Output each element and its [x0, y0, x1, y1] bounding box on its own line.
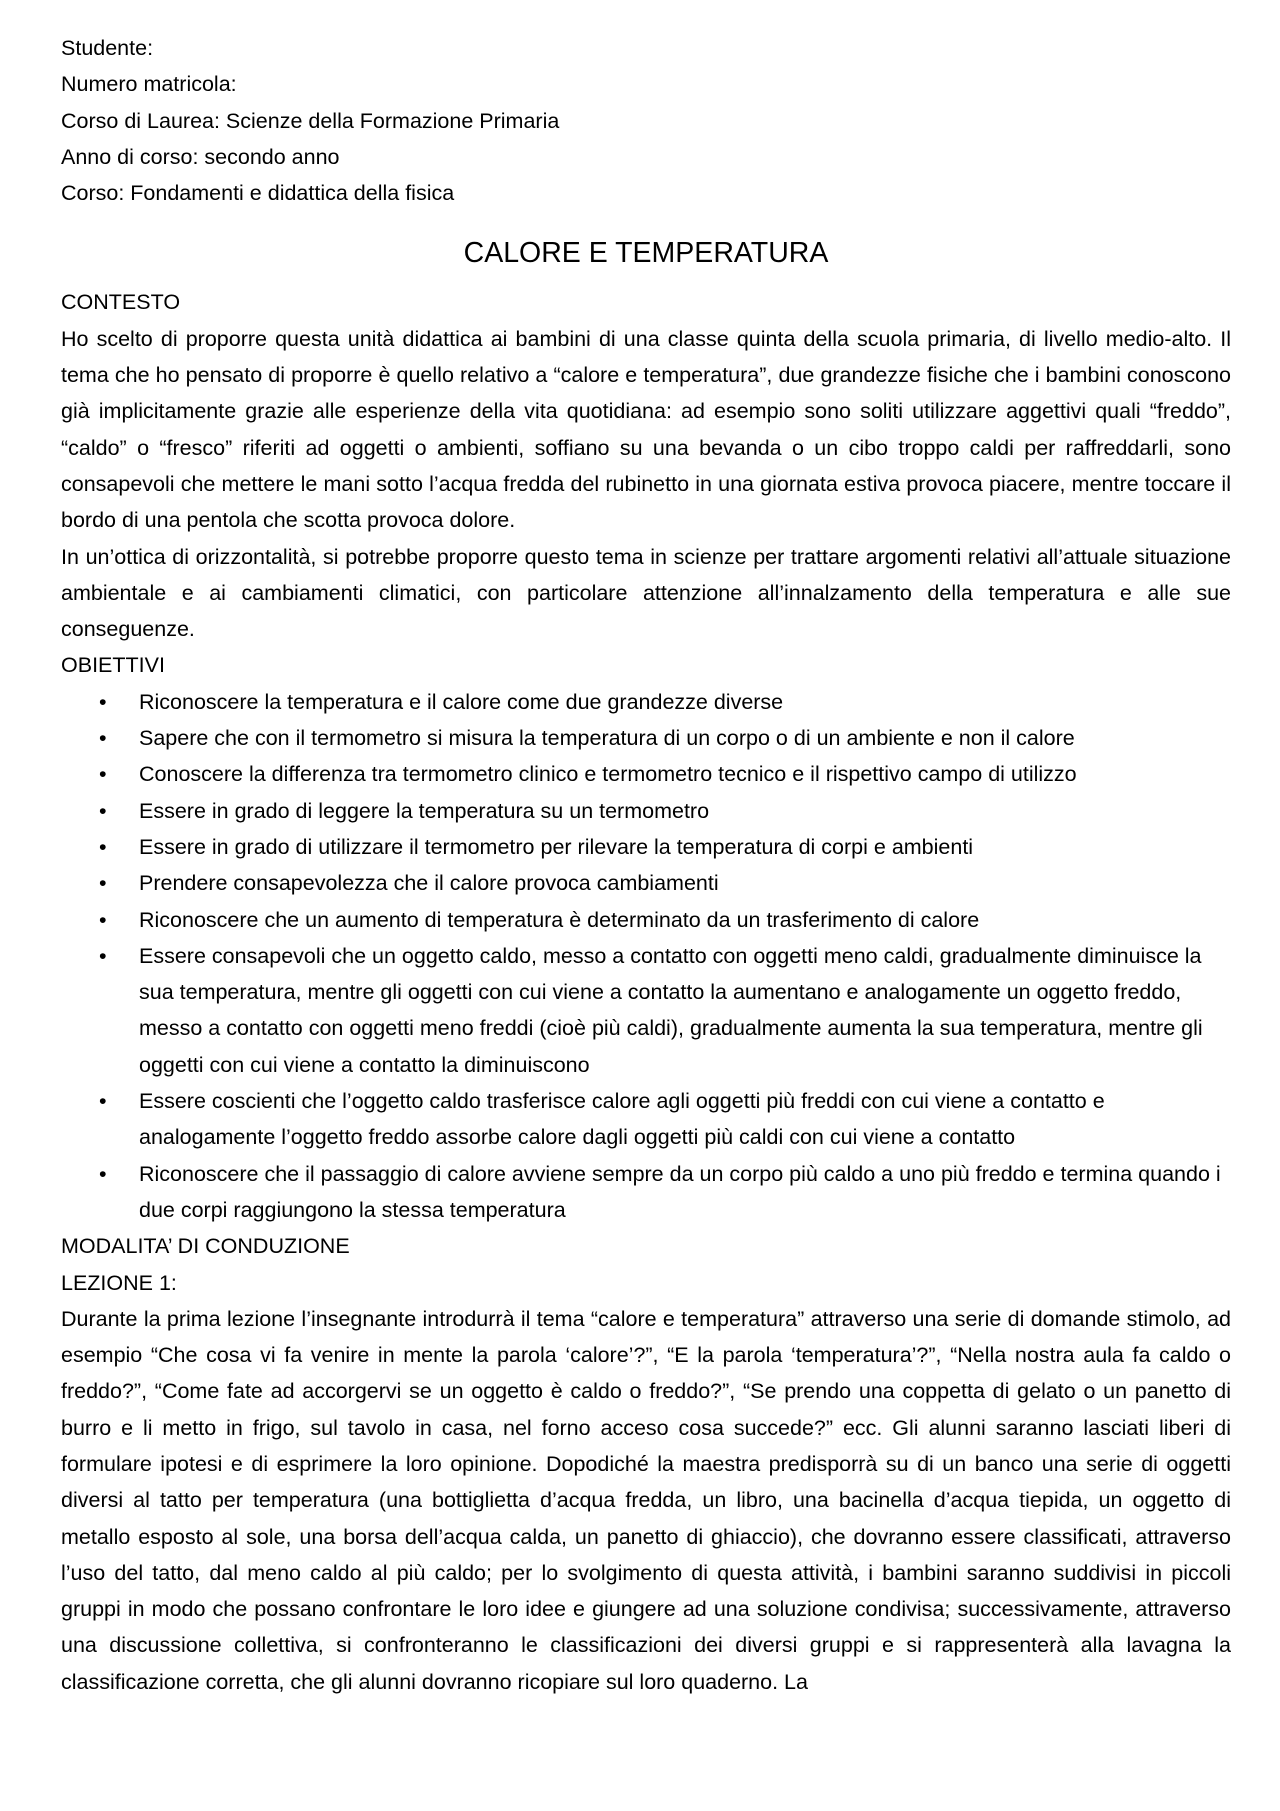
list-item-text: Essere in grado di utilizzare il termometro per rilevare la temperatura di corpi e ambienti: [139, 834, 974, 859]
section-heading-contesto: CONTESTO: [61, 290, 181, 315]
student-info: [61, 30, 1231, 211]
bullet-icon: •: [99, 726, 107, 751]
list-item: [61, 684, 1231, 720]
section-contesto: [61, 284, 1231, 647]
section-modalita: [61, 1228, 1231, 1700]
bullet-icon: •: [99, 798, 107, 823]
bullet-icon: •: [99, 689, 107, 714]
list-item: [61, 756, 1231, 792]
bullet-icon: •: [99, 871, 107, 896]
degree-course-line: Corso di Laurea: Scienze della Formazione Primaria: [61, 108, 560, 133]
bullet-icon: •: [99, 943, 107, 968]
list-item-text: Riconoscere che il passaggio di calore avviene sempre da un corpo più caldo a uno più freddo e termina quando i due corpi raggiungono la stessa temperatura: [139, 1161, 1221, 1222]
list-item: [61, 865, 1231, 901]
list-item-text: Essere in grado di leggere la temperatura su un termometro: [139, 798, 710, 823]
section-obiettivi: [61, 647, 1231, 1228]
document-title: CALORE E TEMPERATURA: [463, 237, 829, 270]
bullet-icon: •: [99, 907, 107, 932]
list-item-text: Essere coscienti che l’oggetto caldo trasferisce calore agli oggetti più freddi con cui viene a contatto e analogamente l’oggetto freddo assorbe calore dagli oggetti più caldi con cui viene a contatto: [139, 1089, 1105, 1150]
bullet-icon: •: [99, 762, 107, 787]
list-item: [61, 720, 1231, 756]
student-id-line: Numero matricola:: [61, 72, 237, 97]
section-heading-modalita: MODALITA’ DI CONDUZIONE: [61, 1234, 350, 1259]
bullet-icon: •: [99, 1089, 107, 1114]
list-item-text: Riconoscere la temperatura e il calore come due grandezze diverse: [139, 689, 784, 714]
course-name-line: Corso: Fondamenti e didattica della fisica: [61, 181, 455, 206]
section-heading-obiettivi: OBIETTIVI: [61, 653, 165, 678]
list-item-text: Prendere consapevolezza che il calore provoca cambiamenti: [139, 871, 719, 896]
paragraph: Ho scelto di proporre questa unità didattica ai bambini di una classe quinta della scuola primaria, di livello medio-alto. Il tema che ho pensato di proporre è quello relativo a “calore e temperatura”, due grandezze fisiche che i bambini conoscono già implicitamente grazie alle esperienze della vita quotidiana: ad esempio sono soliti utilizzare aggettivi quali “freddo”, “caldo” o “fresco” riferiti ad oggetti o ambienti, soffiano su una bevanda o un cibo troppo caldi per raffreddarli, sono consapevoli che mettere le mani sotto l’acqua fredda del rubinetto in una giornata estiva provoca piacere, mentre toccare il bordo di una pentola che scotta provoca dolore.: [61, 326, 1231, 533]
list-item: [61, 938, 1231, 1083]
list-item: [61, 1083, 1231, 1156]
list-item: [61, 793, 1231, 829]
list-item-text: Riconoscere che un aumento di temperatura è determinato da un trasferimento di calore: [139, 907, 980, 932]
course-year-line: Anno di corso: secondo anno: [61, 144, 340, 169]
list-item: [61, 902, 1231, 938]
objectives-list: [61, 684, 1231, 1228]
document-body: [61, 30, 1231, 1700]
list-item-text: Conoscere la differenza tra termometro clinico e termometro tecnico e il rispettivo campo di utilizzo: [139, 762, 1077, 787]
paragraph: Durante la prima lezione l’insegnante introdurrà il tema “calore e temperatura” attraverso una serie di domande stimolo, ad esempio “Che cosa vi fa venire in mente la parola ‘calore’?”, “E la parola ‘temperatura’?”, “Nella nostra aula fa caldo o freddo?”, “Come fate ad accorgervi se un oggetto è caldo o freddo?”, “Se prendo una coppetta di gelato o un panetto di burro e li metto in frigo, sul tavolo in casa, nel forno acceso cosa succede?” ecc. Gli alunni saranno lasciati liberi di formulare ipotesi e di esprimere la loro opinione. Dopodiché la maestra predisporrà su di un banco una serie di oggetti diversi al tatto per temperatura (una bottiglietta d’acqua fredda, un libro, una bacinella d’acqua tiepida, un oggetto di metallo esposto al sole, una borsa dell’acqua calda, un panetto di ghiaccio), che dovranno essere classificati, attraverso l’uso del tatto, dal meno caldo al più caldo; per lo svolgimento di questa attività, i bambini saranno suddivisi in piccoli gruppi in modo che possano confrontare le loro idee e giungere ad una soluzione condivisa; successivamente, attraverso una discussione collettiva, si confronteranno le classificazioni dei diversi gruppi e si rappresenterà alla lavagna la classificazione corretta, che gli alunni dovranno ricopiare sul loro quaderno. La: [61, 1306, 1231, 1694]
list-item: [61, 829, 1231, 865]
lesson-heading: LEZIONE 1:: [61, 1270, 177, 1295]
bullet-icon: •: [99, 1161, 107, 1186]
list-item: [61, 1156, 1231, 1229]
student-name-line: Studente:: [61, 36, 154, 60]
list-item-text: Sapere che con il termometro si misura la temperatura di un corpo o di un ambiente e non il calore: [139, 726, 1075, 751]
bullet-icon: •: [99, 834, 107, 859]
paragraph: In un’ottica di orizzontalità, si potrebbe proporre questo tema in scienze per trattare argomenti relativi all’attuale situazione ambientale e ai cambiamenti climatici, con particolare attenzione all’innalzamento della temperatura e alle sue conseguenze.: [61, 544, 1231, 642]
list-item-text: Essere consapevoli che un oggetto caldo, messo a contatto con oggetti meno caldi, gradualmente diminuisce la sua temperatura, mentre gli oggetti con cui viene a contatto la aumentano e analogamente un oggetto freddo, messo a contatto con oggetti meno freddi (cioè più caldi), gradualmente aumenta la sua temperatura, mentre gli oggetti con cui viene a contatto la diminuiscono: [139, 943, 1203, 1077]
